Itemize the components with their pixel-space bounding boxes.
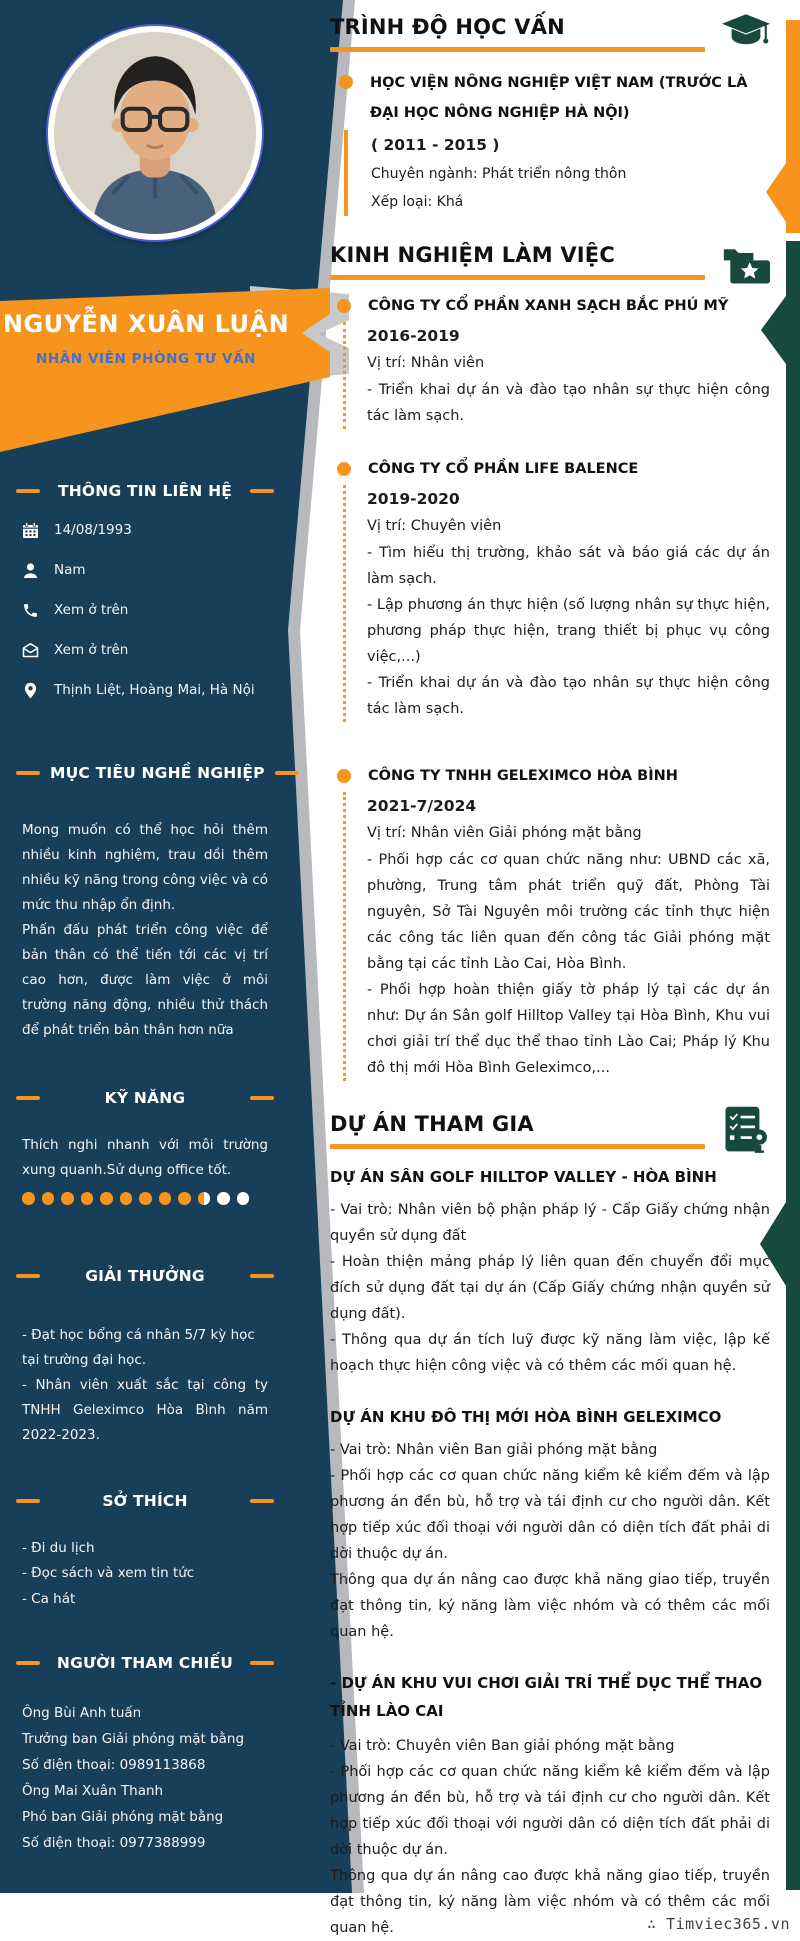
map-pin-icon: [22, 682, 39, 699]
heading-dash: [250, 1096, 274, 1100]
reference-line: Phó ban Giải phóng mặt bằng: [22, 1809, 224, 1825]
education-header: [330, 14, 770, 52]
hobby-item: - Ca hát: [22, 1590, 76, 1607]
watermark-brand: ∴ Timviec365.vn: [647, 1915, 790, 1933]
skill-dot: [22, 1192, 35, 1205]
reference-line: Số điện thoại: 0977388999: [22, 1835, 206, 1851]
objective-heading-label: MỤC TIÊU NGHỀ NGHIỆP: [50, 764, 265, 782]
heading-dash: [250, 1499, 274, 1503]
skills-section-heading: [16, 1089, 274, 1107]
job-detail: - Lập phương án thực hiện (số lượng nhân sự thực hiện, phương pháp thực hiện, trang thiết bị phục vụ công việc,...): [367, 597, 770, 665]
education-years: ( 2011 - 2015 ): [371, 136, 500, 154]
references-heading-label: NGƯỜI THAM CHIẾU: [56, 1654, 234, 1672]
skill-dot: [42, 1192, 55, 1205]
skill-dot: [178, 1192, 191, 1205]
envelope-icon: [22, 642, 39, 659]
education-grade: Xếp loại: Khá: [371, 194, 464, 210]
contact-item-birthday: [22, 520, 268, 540]
job-period: 2016-2019: [367, 327, 460, 345]
award-item: - Đạt học bổng cá nhân 5/7 kỳ học tại trường đại học.: [22, 1326, 255, 1368]
project-detail: - Thông qua dự án tích luỹ được kỹ năng làm việc, lập kế hoạch thực hiện công việc và có thêm các mối quan hệ.: [330, 1332, 770, 1374]
project-title: DỰ ÁN SÂN GOLF HILLTOP VALLEY - HÒA BÌNH: [330, 1168, 717, 1186]
company-name: CÔNG TY CỔ PHẦN XANH SẠCH BẮC PHÚ MỸ: [368, 298, 729, 314]
education-details: [344, 130, 770, 216]
heading-dash: [275, 771, 299, 775]
phone-icon: [22, 602, 39, 619]
skill-dot: [198, 1192, 211, 1205]
job-detail: - Tìm hiểu thị trường, khảo sát và báo giá các dự án làm sạch.: [367, 545, 770, 587]
experience-ribbon: [786, 241, 800, 1890]
heading-dash: [16, 1499, 40, 1503]
project-title: - DỰ ÁN KHU VUI CHƠI GIẢI TRÍ THỂ DỤC THỂ THAO TỈNH LÀO CAI: [330, 1674, 763, 1720]
contact-birthday-value: 14/08/1993: [54, 522, 132, 538]
job-title: [330, 455, 770, 483]
education-major: Chuyên ngành: Phát triển nông thôn: [371, 166, 627, 182]
job-position: Vị trí: Chuyên viên: [367, 518, 502, 534]
hobbies-heading-label: SỞ THÍCH: [102, 1491, 188, 1510]
bullet-icon: [337, 462, 351, 476]
school-name: HỌC VIỆN NÔNG NGHIỆP VIỆT NAM (TRƯỚC LÀ ĐẠI HỌC NÔNG NGHIỆP HÀ NỘI): [370, 75, 748, 121]
hobbies-section-heading: [16, 1492, 274, 1510]
skills-heading-label: KỸ NĂNG: [104, 1089, 186, 1107]
education-ribbon: [786, 20, 800, 233]
school-title: [332, 68, 770, 128]
skill-rating: [22, 1192, 268, 1205]
heading-dash: [16, 1274, 40, 1278]
job-period: 2019-2020: [367, 490, 460, 508]
heading-dash: [250, 1661, 274, 1665]
skill-dot: [159, 1192, 172, 1205]
bullet-icon: [337, 299, 351, 313]
awards-section-heading: [16, 1267, 274, 1285]
heading-dash: [250, 1274, 274, 1278]
portrait-illustration: [54, 32, 256, 234]
user-icon: [22, 562, 39, 579]
company-name: CÔNG TY CỔ PHẦN LIFE BALENCE: [368, 461, 639, 477]
contact-item-gender: [22, 560, 268, 580]
skill-dot: [100, 1192, 113, 1205]
heading-underline: [330, 275, 705, 280]
job-period: 2021-7/2024: [367, 797, 477, 815]
contact-item-address: [22, 680, 268, 700]
skill-dot: [139, 1192, 152, 1205]
projects-heading: DỰ ÁN THAM GIA: [330, 1112, 534, 1136]
project-detail: - Vai trò: Nhân viên bộ phận pháp lý - Cấp Giấy chứng nhận quyền sử dụng đất: [330, 1202, 770, 1244]
project-detail: Thông qua dự án nâng cao được khả năng giao tiếp, truyền đạt thông tin, ký năng làm việc nhóm và có thêm các mối quan hệ.: [330, 1572, 770, 1640]
contact-item-email: [22, 640, 268, 660]
project-detail: - Phối hợp các cơ quan chức năng kiểm kê kiểm đếm và lập phương án đền bù, hỗ trợ và tái định cư cho người dân. Kết hợp tiếp xúc đối thoại với người dân có diện tích đất phải di dời thuộc dự án.: [330, 1764, 770, 1858]
job-details: [343, 792, 770, 1081]
education-entry: [332, 68, 770, 216]
job-details: [343, 322, 770, 429]
heading-dash: [16, 1661, 40, 1665]
reference-line: Trưởng ban Giải phóng mặt bằng: [22, 1731, 245, 1747]
objective-section-heading: [16, 764, 274, 782]
heading-dash: [16, 489, 40, 493]
contact-heading-label: THÔNG TIN LIÊN HỆ: [57, 482, 233, 500]
skill-dot: [81, 1192, 94, 1205]
skill-dot: [61, 1192, 74, 1205]
job-details: [343, 485, 770, 722]
experience-header: [330, 242, 770, 280]
projects-section: [330, 1111, 770, 1941]
references-section-heading: [16, 1654, 274, 1672]
heading-dash: [16, 771, 40, 775]
skill-dot: [237, 1192, 250, 1205]
job-entry: [330, 762, 770, 1081]
awards-heading-label: GIẢI THƯỞNG: [85, 1266, 205, 1285]
reference-line: Ông Bùi Anh tuấn: [22, 1705, 142, 1721]
heading-dash: [250, 489, 274, 493]
profile-photo: [48, 26, 262, 240]
education-section: [330, 14, 770, 216]
contact-item-phone: [22, 600, 268, 620]
award-item: - Nhân viên xuất sắc tại công ty TNHH Geleximco Hòa Bình năm 2022-2023.: [22, 1376, 268, 1443]
project-entry: [330, 1163, 770, 1379]
project-entry: [330, 1403, 770, 1645]
experience-section: [330, 242, 770, 1081]
contact-address-value: Thịnh Liệt, Hoàng Mai, Hà Nội: [54, 682, 255, 698]
heading-dash: [16, 1096, 40, 1100]
hobby-item: - Đọc sách và xem tin tức: [22, 1565, 195, 1581]
contact-phone-value: Xem ở trên: [54, 602, 129, 618]
job-detail: - Triển khai dự án và đào tạo nhân sự thực hiện công tác làm sạch.: [367, 675, 770, 717]
skills-text: Thích nghi nhanh với môi trường xung quanh.Sử dụng office tốt.: [22, 1137, 268, 1178]
candidate-role: NHÂN VIÊN PHÒNG TƯ VẤN: [35, 351, 257, 367]
job-detail: - Phối hợp hoàn thiện giấy tờ pháp lý tại các dự án như: Dự án Sân golf Hilltop Valley tại Hòa Bình, Khu vui chơi giải trí thể dục thể thao tỉnh Lào Cai; Pháp lý Khu đô thị mới Hòa Bình Geleximco,...: [367, 982, 770, 1076]
heading-underline: [330, 47, 705, 52]
contact-gender-value: Nam: [54, 562, 86, 578]
heading-underline: [330, 1144, 705, 1149]
objective-paragraph-2: Phấn đấu phát triển công việc để bản thân có thể tiến tới các vị trí cao hơn, được làm việc ở môi trường năng động, nhiều thử thách để phát triển bản thân hơn nữa: [22, 922, 268, 1038]
contact-section-heading: [16, 482, 274, 500]
project-detail: - Hoàn thiện mảng pháp lý liên quan đến chuyển đổi mục đích sử dụng đất tại dự án (Cấp Giấy chứng nhận quyền sử dụng đất).: [330, 1254, 770, 1322]
job-position: Vị trí: Nhân viên: [367, 355, 485, 371]
job-title: [330, 762, 770, 790]
job-detail: - Triển khai dự án và đào tạo nhân sự thực hiện công tác làm sạch.: [367, 382, 770, 424]
candidate-name: NGUYỄN XUÂN LUẬN: [2, 310, 290, 338]
calendar-icon: [22, 522, 39, 539]
checklist-icon: [722, 1105, 770, 1155]
contact-email-value: Xem ở trên: [54, 642, 129, 658]
projects-header: [330, 1111, 770, 1149]
company-name: CÔNG TY TNHH GELEXIMCO HÒA BÌNH: [368, 768, 678, 784]
project-detail: - Vai trò: Nhân viên Ban giải phóng mặt bằng: [330, 1442, 658, 1458]
education-heading: TRÌNH ĐỘ HỌC VẤN: [330, 15, 565, 39]
job-entry: [330, 455, 770, 722]
experience-heading: KINH NGHIỆM LÀM VIỆC: [330, 243, 615, 267]
job-detail: - Phối hợp các cơ quan chức năng như: UBND các xã, phường, Trung tâm phát triển quỹ đất, Phòng Tài nguyên, Sở Tài Nguyên môi trường các tỉnh thực hiện các công tác liên quan đến công tác Giải phóng mặt bằng tại các tỉnh Lào Cai, Hòa Bình.: [367, 852, 770, 972]
folder-star-icon: [722, 240, 770, 290]
sidebar: [0, 474, 290, 1856]
job-position: Vị trí: Nhân viên Giải phóng mặt bằng: [367, 825, 642, 841]
project-title: DỰ ÁN KHU ĐÔ THỊ MỚI HÒA BÌNH GELEXIMCO: [330, 1408, 722, 1426]
project-entry: [330, 1669, 770, 1941]
job-title: [330, 292, 770, 320]
project-detail: - Phối hợp các cơ quan chức năng kiểm kê kiểm đếm và lập phương án đền bù, hỗ trợ và tái định cư cho người dân. Kết hợp tiếp xúc đối thoại với người dân có diện tích đất phải di dời thuộc dự án.: [330, 1468, 770, 1562]
graduation-cap-icon: [722, 10, 770, 60]
main-column: [330, 14, 770, 1941]
reference-line: Ông Mai Xuân Thanh: [22, 1783, 164, 1799]
job-entry: [330, 292, 770, 429]
skill-dot: [217, 1192, 230, 1205]
bullet-icon: [337, 769, 351, 783]
project-detail: Thông qua dự án nâng cao được khả năng giao tiếp, truyền đạt thông tin, ký năng làm việc nhóm và có thêm các mối quan hệ.: [330, 1868, 770, 1936]
objective-paragraph-1: Mong muốn có thể học hỏi thêm nhiều kinh nghiệm, trau dồi thêm nhiều kỹ năng trong công việc và có mức thu nhập ổn định.: [22, 822, 268, 913]
hobby-item: - Đi du lịch: [22, 1539, 95, 1556]
project-detail: - Vai trò: Chuyên viên Ban giải phóng mặt bằng: [330, 1738, 675, 1754]
skill-dot: [120, 1192, 133, 1205]
reference-line: Số điện thoại: 0989113868: [22, 1757, 206, 1773]
bullet-icon: [339, 75, 353, 89]
